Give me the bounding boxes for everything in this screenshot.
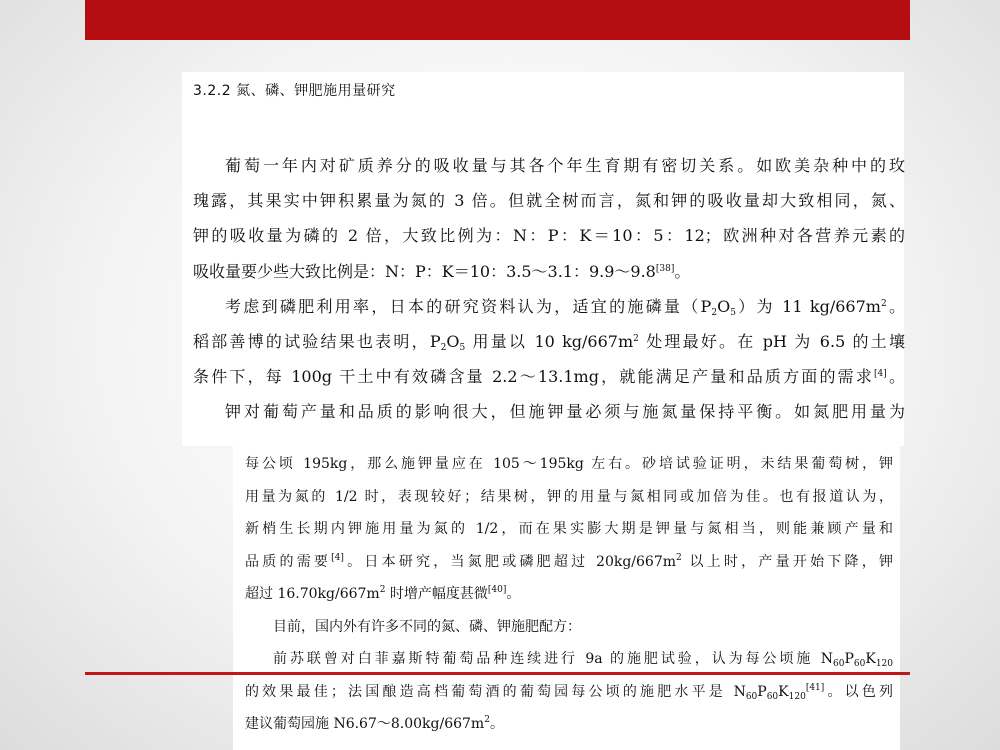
text-line: 新梢生长期内钾施用量为氮的 1/2，而在果实膨大期是钾量与氮相当，则能兼顾产量和 [245, 521, 893, 537]
citation: [4] [874, 369, 887, 380]
text-line: 品质的需要[4]。日本研究，当氮肥或磷肥超过 $20kg/667m^2$ 以上时，产量开始下降，钾 [245, 552, 893, 570]
paragraph-block-upper [193, 148, 905, 430]
citation: [41] [805, 682, 825, 693]
text-line: 瑰露，其果实中钾积累量为氮的 3 倍。但就全树而言，氮和钾的吸收量却大致相同，氮、 [193, 191, 905, 211]
section-heading: 3.2.2 氮、磷、钾肥施用量研究 [193, 83, 396, 99]
text-line: 的效果最佳；法国酿造高档葡萄酒的葡萄园每公顷的施肥水平是 $N_{60}P_{60}K_{120}[41]$。以色列 [245, 682, 894, 702]
text-line: 超过 $16.70kg/667m^2$ 时增产幅度甚微[40]。 [245, 585, 521, 602]
text-line: 前苏联曾对白菲嘉斯特葡萄品种连续进行 9a 的施肥试验，认为每公顷施 $N_{60}P_{60}K_{120}$ [273, 651, 893, 669]
text-line: 考虑到磷肥利用率，日本的研究资料认为，适宜的施磷量$(P_2O_5)$为 11 $kg/667m^2$。 [225, 296, 905, 318]
text-line: 稻部善博的试验结果也表明，$P_2O_5$ 用量以 10 $kg/667m^2$ 处理最好。在 pH 为 6.5 的土壤 [193, 331, 905, 353]
citation: [40] [487, 585, 507, 595]
text-line: 用量为氮的 1/2 时，表现较好；结果树，钾的用量与氮相同或加倍为佳。也有报道认为， [245, 488, 893, 505]
paragraph-block-lower [245, 448, 893, 741]
citation: [38] [655, 263, 675, 274]
slide-top-banner [85, 0, 910, 40]
text-line: 建议葡萄园施 $N6.67\sim 8.00kg/667m^2$。 [245, 715, 504, 732]
citation: [4] [331, 552, 344, 563]
text-line: 葡萄一年内对矿质养分的吸收量与其各个年生育期有密切关系。如欧美杂种中的玫 [225, 156, 905, 175]
text-line: 钾对葡萄产量和品质的影响很大，但施钾量必须与施氮量保持平衡。如氮肥用量为 [225, 402, 905, 422]
text-line: 钾的吸收量为磷的 2 倍，大致比例为：N：P：K＝10：5：12；欧洲种对各营养元素的 [193, 226, 905, 246]
text-line: 目前，国内外有许多不同的氮、磷、钾施肥配方： [273, 618, 581, 635]
text-line: 条件下，每 100g 干土中有效磷含量 2.2～13.1mg，就能满足产量和品质方面的需求[4]。 [193, 367, 905, 387]
text-line: 吸收量要少些大致比例是：N：P：K＝10：3.5～3.1：9.9～9.8[38]。 [193, 261, 691, 281]
text-line: 每公顷 195kg，那么施钾量应在 105～195kg 左右。砂培试验证明，未结果葡萄树，钾 [245, 456, 893, 472]
